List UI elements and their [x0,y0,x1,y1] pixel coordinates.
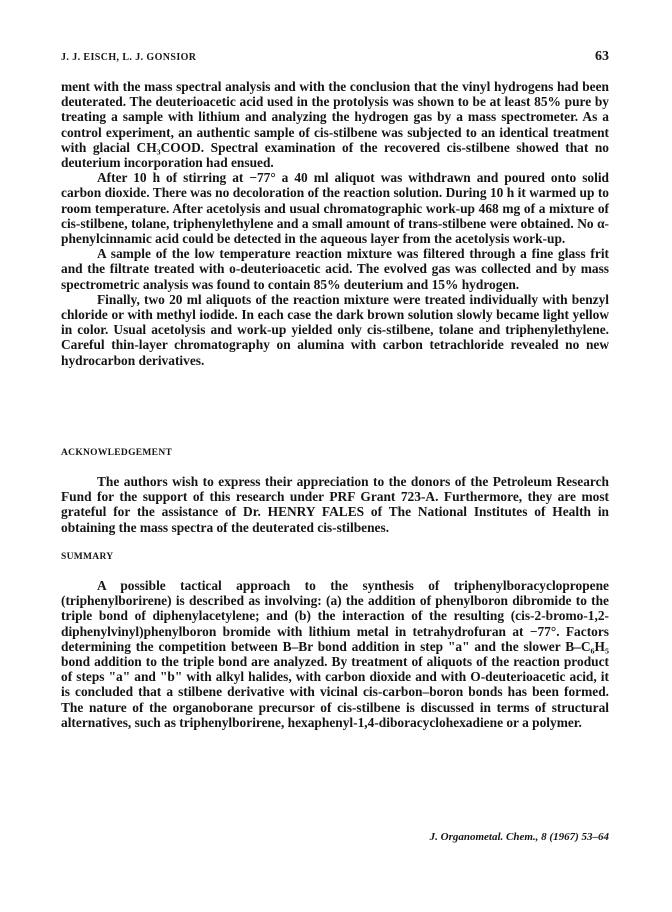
acknowledgement-text: The authors wish to express their appreciation to the donors of the Petroleum Research Fund for the support of this research under PRF Grant 723-A. Furthermore, they are most grateful for the assistance of Dr. HENRY FALES of The National Institutes of Health in obtaining the mass spectra of the deuterated cis-stilbenes. [61,474,609,535]
experimental-continuation [61,79,609,368]
paragraph-3: A sample of the low temperature reaction mixture was filtered through a fine glass frit and the filtrate treated with o-deuterioacetic acid. The evolved gas was collected and by mass spectrometric analysis was found to contain 85% deuterium and 15% hydrogen. [61,246,609,292]
paragraph-1: ment with the mass spectral analysis and with the conclusion that the vinyl hydrogens had been deuterated. The deuterioacetic acid used in the protolysis was shown to be at least 85% pure by treating a sample with lithium and analyzing the hydrogen gas by a mass spectrometer. As a control experiment, an authentic sample of cis-stilbene was subjected to an identical treatment with glacial CH₃COOD. Spectral examination of the recovered cis-stilbene showed that no deuterium incorporation had ensued. [61,79,609,171]
acknowledgement-heading: ACKNOWLEDGEMENT [61,448,173,458]
running-head [61,49,609,72]
summary-section [61,578,609,730]
acknowledgement-section [61,474,609,535]
paragraph-4: Finally, two 20 ml aliquots of the reaction mixture were treated individually with benzyl chloride or with methyl iodide. In each case the dark brown solution slowly became light yellow in color. Usual acetolysis and work-up yielded only cis-stilbene, tolane and triphenylethylene. Careful thin-layer chromatography on alumina with carbon tetrachloride revealed no new hydrocarbon derivatives. [61,291,609,368]
running-head-authors: J. J. EISCH, L. J. GONSIOR [61,52,197,63]
page-number: 63 [595,49,609,64]
paragraph-2: After 10 h of stirring at −77° a 40 ml aliquot was withdrawn and poured onto solid carbon dioxide. There was no decoloration of the reaction solution. During 10 h it warmed up to room temperature. After acetolysis and usual chromatographic work-up 468 mg of a mixture of cis-stilbene, tolane, triphenylethylene and a small amount of trans-stilbene were obtained. No α-phenylcinnamic acid could be detected in the aqueous layer from the acetolysis work-up. [61,170,609,247]
summary-text: A possible tactical approach to the synthesis of triphenylboracyclopropene (triphenylborirene) is described as involving: (a) the addition of phenylboron dibromide to the triple bond of diphenylacetylene; and (b) the interaction of the resulting (cis-2-bromo-1,2-diphenylvinyl)phenylboron bromide with lithium metal in tetrahydrofuran at −77°. Factors determining the competition between B–Br bond addition in step "a" and the slower B–C₆H₅ bond addition to the triple bond are analyzed. By treatment of aliquots of the reaction product of steps "a" and "b" with alkyl halides, with carbon dioxide and with O-deuterioacetic acid, it is concluded that a stilbene derivative with vicinal cis-carbon–boron bonds has been formed. The nature of the organoborane precursor of cis-stilbene is discussed in terms of structural alternatives, such as triphenylborirene, hexaphenyl-1,4-diboracyclohexadiene or a polymer. [61,578,609,730]
journal-citation: J. Organometal. Chem., 8 (1967) 53–64 [429,831,609,843]
summary-heading: SUMMARY [61,552,114,562]
